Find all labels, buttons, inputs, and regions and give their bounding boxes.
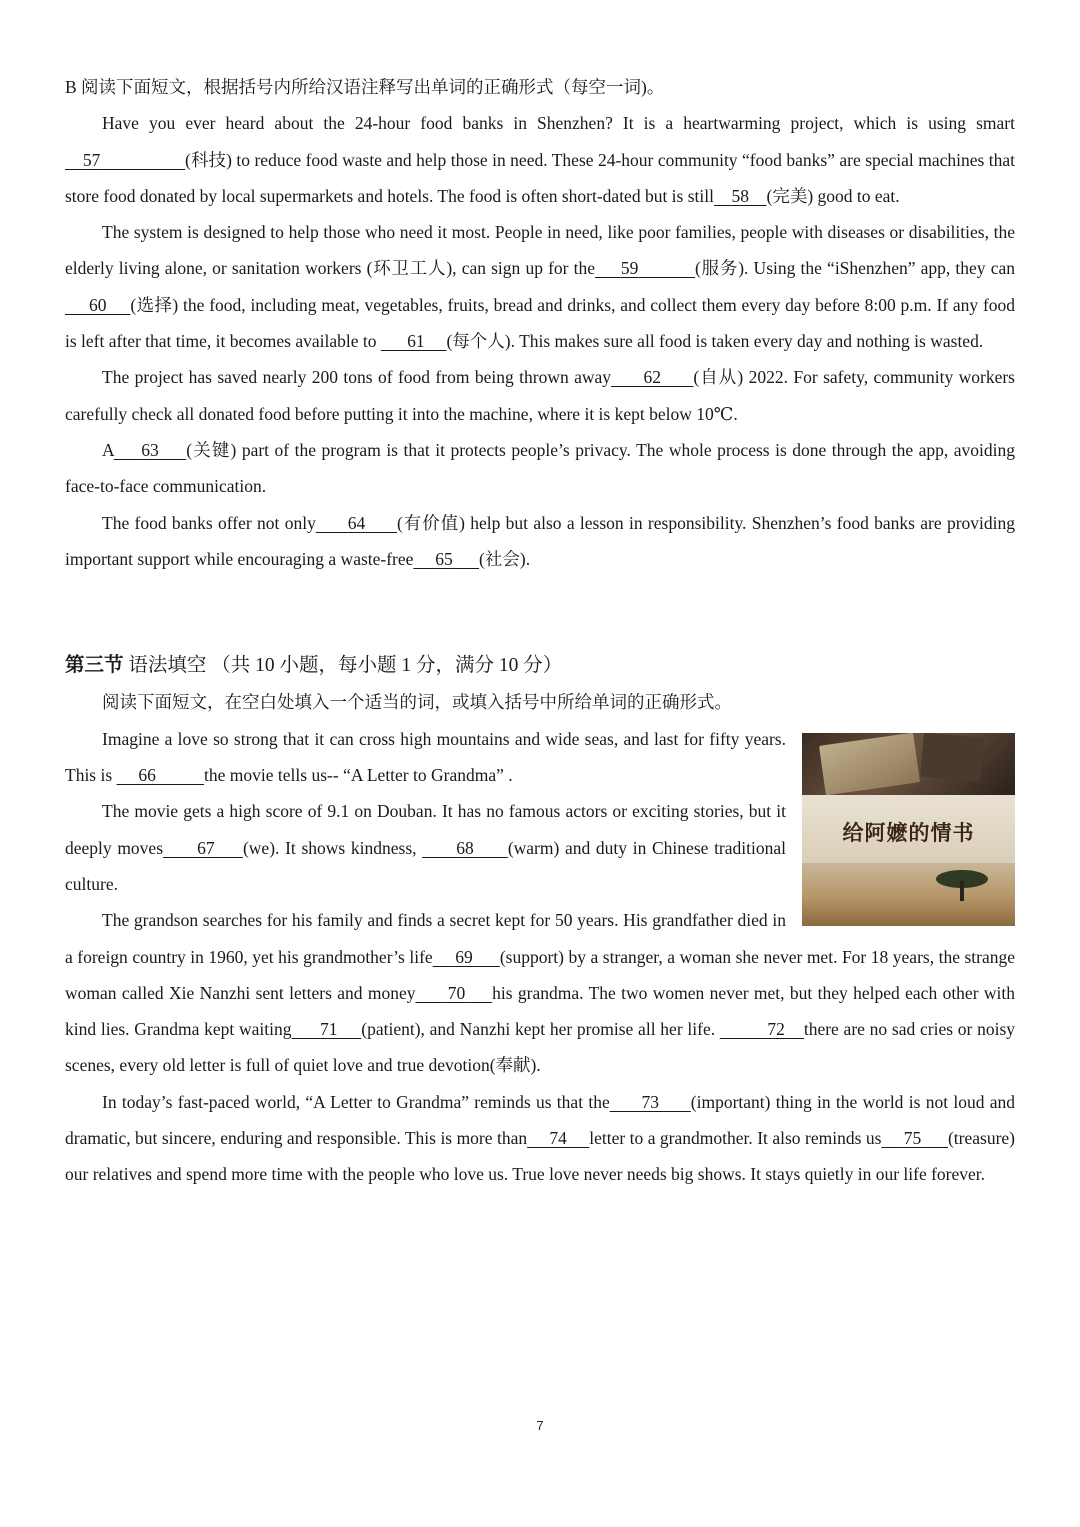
blank-61[interactable]: 61 <box>407 331 425 352</box>
section-3-body <box>65 721 1015 1193</box>
blank-70[interactable]: 70 <box>447 982 466 1003</box>
movie-poster-image <box>802 733 1015 926</box>
blank-73[interactable]: 73 <box>641 1091 659 1112</box>
blank-57[interactable]: 57 <box>82 149 101 170</box>
section-3-paragraph-3: The grandson searches for his family and finds a secret kept for 50 years. His grandfather died in a foreign country in 1960, yet his grandmother’s life 69 (support) by a stranger, a woman she never met. For 18 years, the strange woman called Xie Nanzhi sent letters and money 70 his grandma. The two women never met, but they helped each other with kind lies. Grandma kept waiting 71 (patient), and Nanzhi kept her promise all her life. 72 there are no sad cries or noisy scenes, every old letter is full of quiet love and true devotion(奉献). <box>65 910 1016 1076</box>
section-b-paragraph-4: A 63 (关键) part of the program is that it protects people’s privacy. The whole process is done through the app, avoiding face-to-face communication. <box>65 439 1016 497</box>
section-b-paragraph-1: Have you ever heard about the 24-hour food banks in Shenzhen? It is a heartwarming project, which is using smart 57 (科技) to reduce food waste and help those in need. These 24-hour community “food banks” are special machines that store food donated by local supermarkets and hotels. The food is often short-dated but is still 58 (完美) good to eat. <box>65 113 1016 206</box>
blank-64[interactable]: 64 <box>347 512 366 533</box>
section-3-paragraph-1: Imagine a love so strong that it can cross high mountains and wide seas, and last for fifty years. This is 66 the movie tells us-- “A Letter to Grandma” . <box>65 728 786 786</box>
blank-59[interactable]: 59 <box>620 258 639 279</box>
section-spacer <box>65 577 1015 648</box>
section-b-paragraph-3: The project has saved nearly 200 tons of food from being thrown away 62 (自从) 2022. For safety, community workers carefully check all donated food before putting it into the machine, where it is kept below 10℃. <box>65 367 1015 424</box>
blank-67[interactable]: 67 <box>197 837 215 858</box>
section-b-paragraph-5: The food banks offer not only 64 (有价值) help but also a lesson in responsibility. Shenzhen’s food banks are providing important support while encouraging a waste-free 65 (社会). <box>65 512 1016 569</box>
section-b-paragraph-2: The system is designed to help those who need it most. People in need, like poor families, people with diseases or disabilities, the elderly living alone, or sanitation workers (环卫工人), can sign up for the 59 (服务). Using the “iShenzhen” app, they can 60 (选择) the food, including meat, vegetables, fruits, bread and drinks, and collect them every day before 8:00 p.m. If any food is left after that time, it becomes available to 61 (每个人). This makes sure all food is taken every day and nothing is wasted. <box>65 222 1016 352</box>
blank-63[interactable]: 63 <box>141 439 159 460</box>
movie-title-art: 给阿嬷的情书 <box>842 819 975 845</box>
blank-65[interactable]: 65 <box>435 548 453 569</box>
section-3-title: 第三节 语法填空 （共 10 小题，每小题 1 分，满分 10 分） <box>65 655 563 677</box>
section-b-instruction: B 阅读下面短文，根据括号内所给汉语注释写出单词的正确形式（每空一词)。 <box>65 77 665 97</box>
blank-69[interactable]: 69 <box>455 946 473 967</box>
blank-72[interactable]: 72 <box>767 1019 785 1040</box>
blank-75[interactable]: 75 <box>903 1128 922 1149</box>
tree-icon <box>932 867 992 903</box>
section-3-paragraph-2: The movie gets a high score of 9.1 on Douban. It has no famous actors or exciting stories, but it deeply moves 67 (we). It shows kindness, 68 (warm) and duty in Chinese traditional culture. <box>65 801 786 894</box>
blank-68[interactable]: 68 <box>456 837 474 858</box>
blank-58[interactable]: 58 <box>731 185 749 206</box>
page-number: 7 <box>536 1418 544 1433</box>
content <box>65 69 1015 1193</box>
blank-71[interactable]: 71 <box>320 1019 338 1040</box>
blank-62[interactable]: 62 <box>643 367 661 388</box>
blank-60[interactable]: 60 <box>88 294 107 315</box>
section-3-instruction: 阅读下面短文，在空白处填入一个适当的词，或填入括号中所给单词的正确形式。 <box>102 692 732 713</box>
section-3-paragraph-4: In today’s fast-paced world, “A Letter to Grandma” reminds us that the 73 (important) thing in the world is not loud and dramatic, but sincere, enduring and responsible. This is more than 74 letter to a grandmother. It also reminds us 75 (treasure) our relatives and spend more time with the people who love us. True love never needs big shows. It stays quietly in our life forever. <box>65 1091 1016 1185</box>
blank-66[interactable]: 66 <box>138 765 156 786</box>
blank-74[interactable]: 74 <box>549 1128 567 1149</box>
